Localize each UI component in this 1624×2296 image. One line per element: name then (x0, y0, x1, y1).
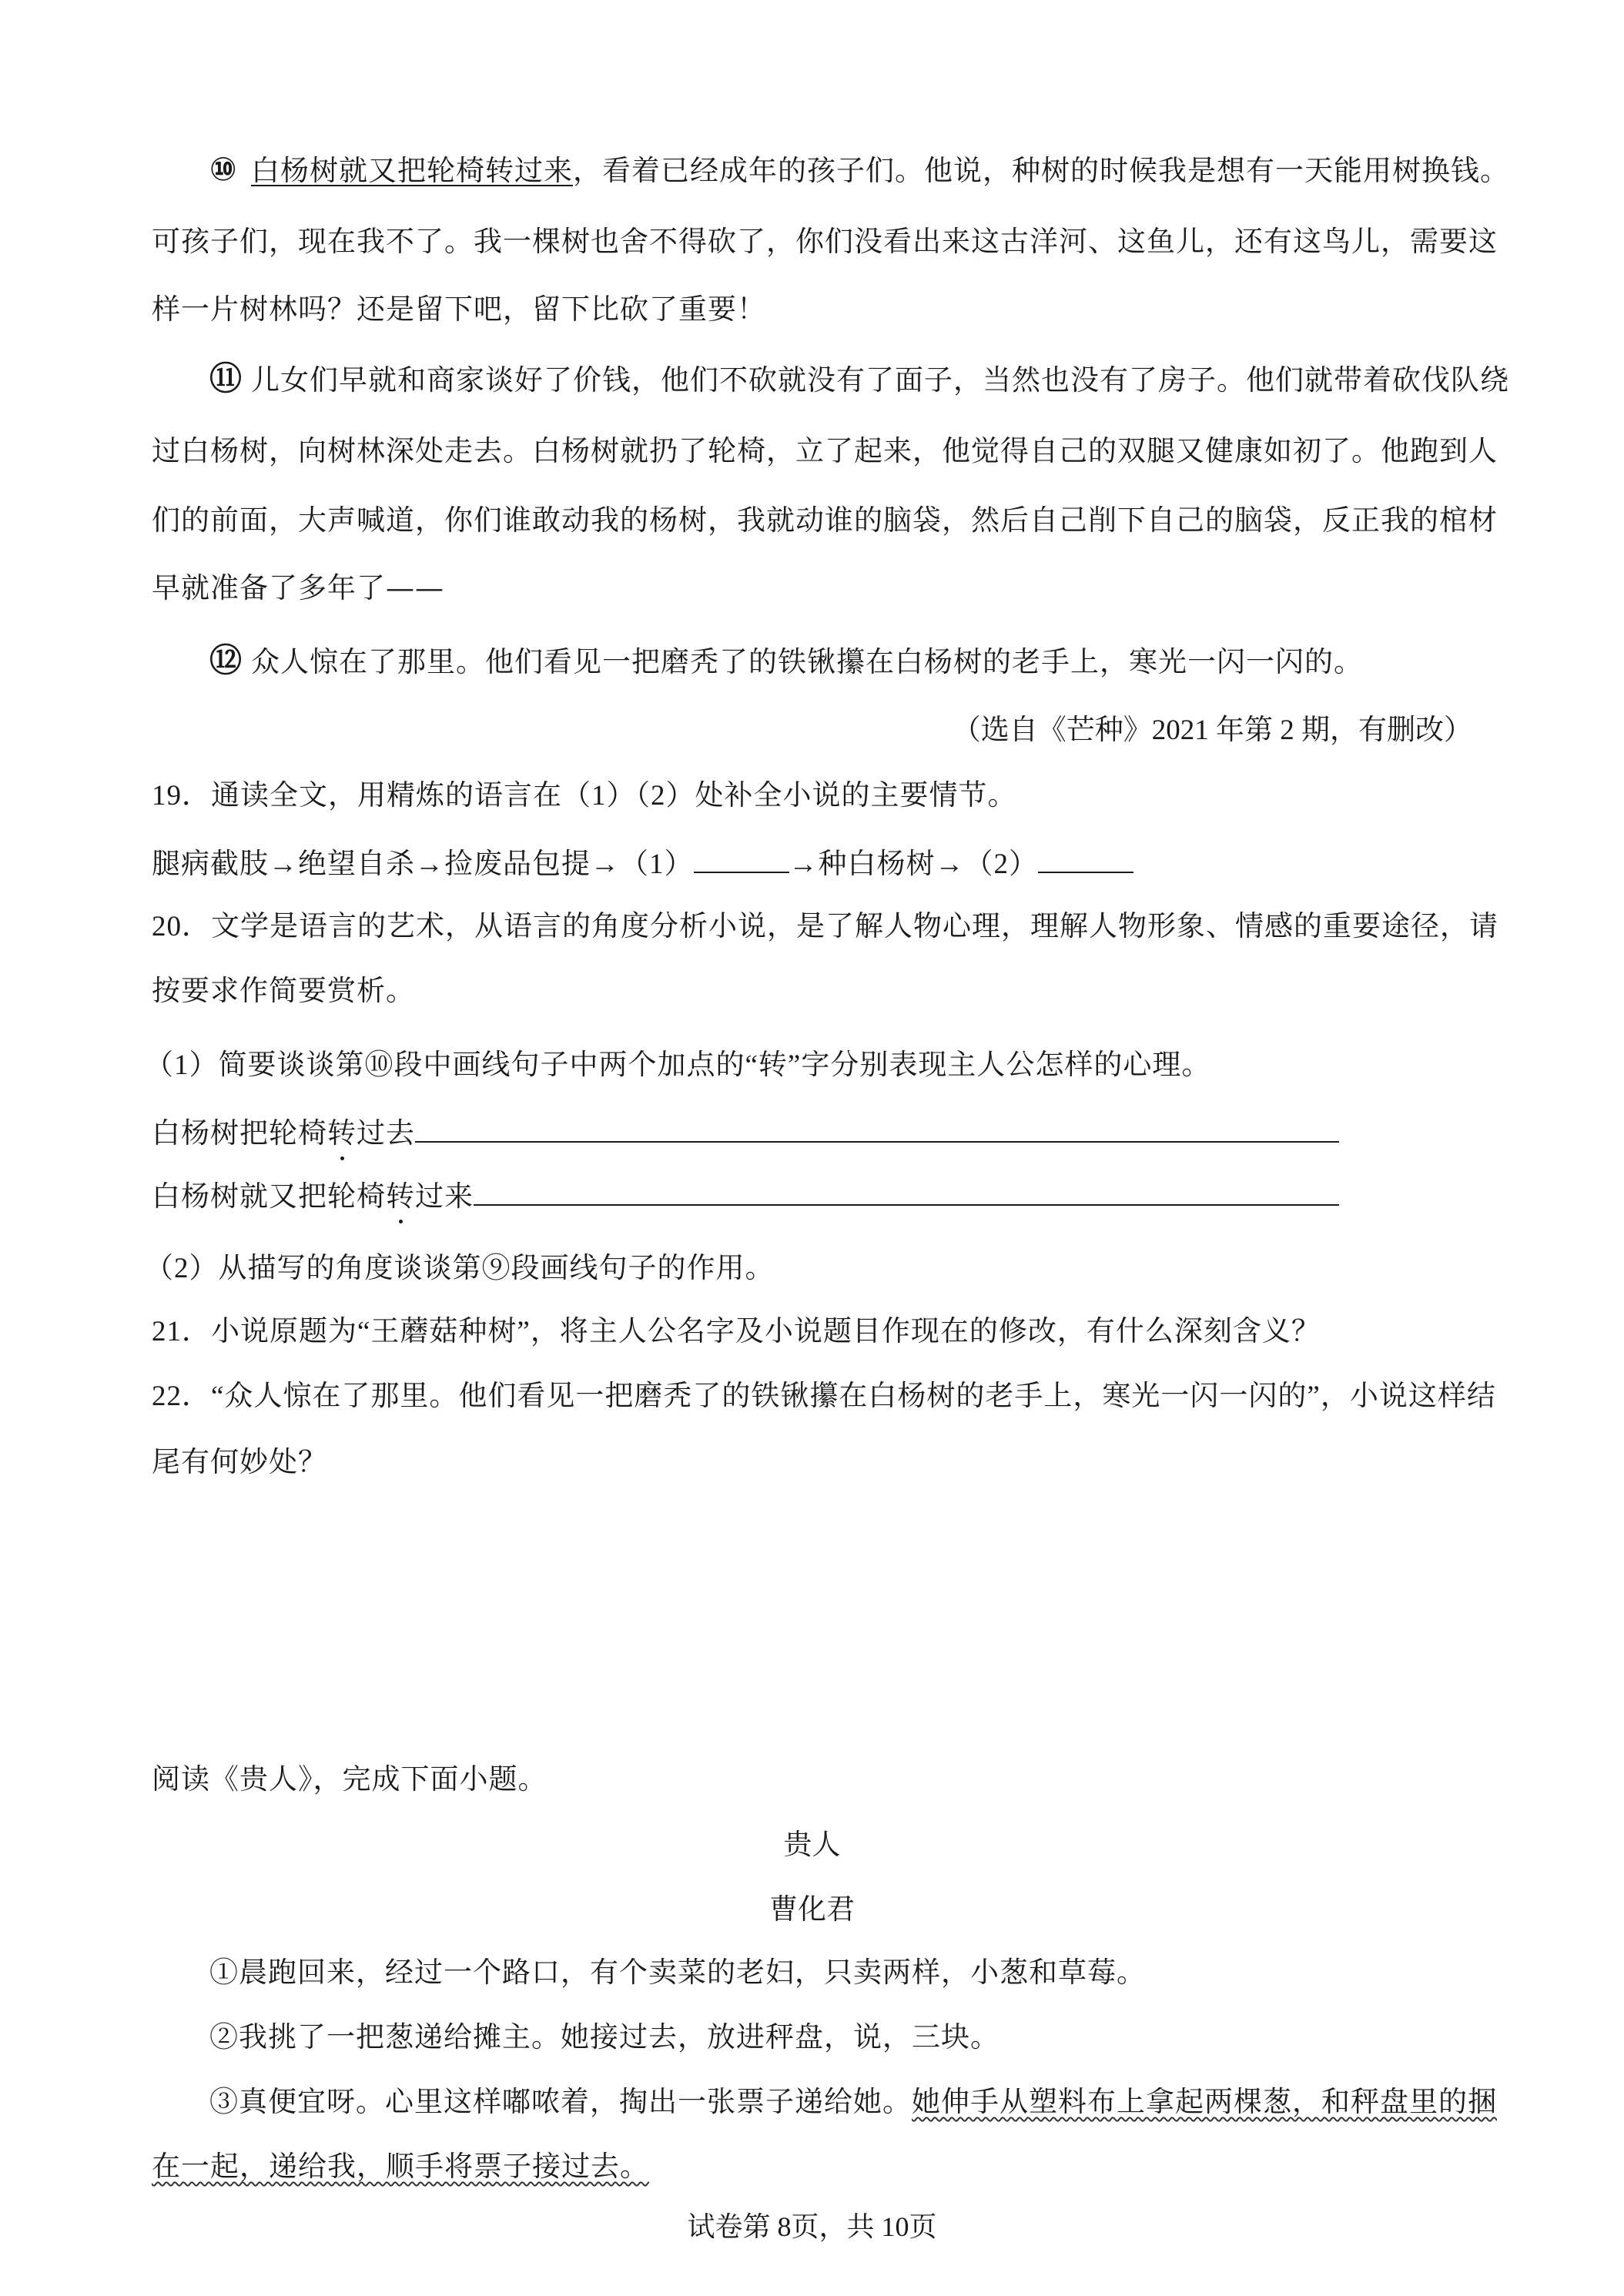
paragraph-number-12: ⑫ (209, 641, 243, 679)
paragraph-11-line-4: 早就准备了多年了—— (152, 571, 444, 604)
question-22-line-1: 22．“众人惊在了那里。他们看见一把磨秃了的铁锹攥在白杨树的老手上，寒光一闪一闪的”，小说这样结 (152, 1381, 1496, 1412)
answer-line-turn-back (152, 1178, 1339, 1216)
answer-blank-2[interactable] (1038, 845, 1133, 873)
paragraph-10-line-1 (209, 151, 1509, 189)
passage-2-paragraph-3-line-1 (209, 2083, 1497, 2120)
paragraph-3-plain: ③真便宜呀。心里这样嘟哝着，掏出一张票子递给她。 (209, 2085, 912, 2118)
paragraph-10-line-3: 样一片树林吗？还是留下吧，留下比砍了重要！ (152, 293, 766, 326)
answer-line-turn-away (152, 1115, 1339, 1153)
page-footer: 试卷第 8页，共 10页 (687, 2211, 937, 2242)
dotted-character-zhuan: 转 (327, 1116, 357, 1153)
question-22-line-2: 尾有何妙处？ (152, 1447, 327, 1478)
paragraph-11-line-1 (209, 360, 1509, 399)
question-21: 21．小说原题为“王蘑菇种树”，将主人公名字及小说题目作现在的修改，有什么深刻含义？ (152, 1316, 1321, 1347)
sentence-suffix: 过来 (415, 1181, 474, 1213)
paragraph-10-line-2: 可孩子们，现在我不了。我一棵树也舍不得砍了，你们没看出来这古洋河、这鱼儿，还有这鸟儿，需要这 (152, 225, 1498, 258)
passage-2-paragraph-2: ②我挑了一把葱递给摊主。她接过去，放进秤盘，说，三块。 (209, 2020, 1000, 2053)
paragraph-number-11: ⑪ (209, 360, 243, 397)
passage-2-paragraph-3-line-2 (152, 2148, 649, 2185)
question-19: 19．通读全文，用精炼的语言在（1）（2）处补全小说的主要情节。 (152, 780, 1017, 812)
answer-blank-turn-away[interactable] (415, 1115, 1339, 1143)
paragraph-number-10: ⑩ (209, 150, 238, 188)
answer-blank-turn-back[interactable] (474, 1178, 1339, 1206)
wavy-underlined-sentence: 她伸手从塑料布上拿起两棵葱，和秤盘里的捆 (912, 2085, 1497, 2118)
passage-2-paragraph-1: ①晨跑回来，经过一个路口，有个卖菜的老妇，只卖两样，小葱和草莓。 (209, 1956, 1146, 1989)
paragraph-12-line-1 (209, 642, 1363, 681)
question-20-part-2: （2）从描写的角度谈谈第⑨段画线句子的作用。 (145, 1253, 775, 1284)
sentence-prefix: 白杨树把轮椅 (152, 1118, 327, 1150)
passage-2-author: 曹化君 (769, 1893, 855, 1926)
plot-chain-part-b: →种白杨树→（2） (789, 848, 1038, 880)
paragraph-11-text: 儿女们早就和商家谈好了价钱，他们不砍就没有了面子，当然也没有了房子。他们就带着砍伐队绕 (251, 363, 1509, 397)
paragraph-10-text: ，看着已经成年的孩子们。他说，种树的时候我是想有一天能用树换钱。 (573, 154, 1509, 187)
passage-2-intro: 阅读《贵人》，完成下面小题。 (152, 1764, 547, 1796)
question-20-part-1: （1）简要谈谈第⑩段中画线句子中两个加点的“转”字分别表现主人公怎样的心理。 (145, 1049, 1211, 1081)
plot-chain-part-a: 腿病截肢→绝望自杀→捡废品包提→（1） (152, 848, 694, 880)
paragraph-11-line-3: 们的前面，大声喊道，你们谁敢动我的杨树，我就动谁的脑袋，然后自己削下自己的脑袋，反正我的棺材 (152, 504, 1498, 537)
paragraph-11-line-2: 过白杨树，向树林深处走去。白杨树就扔了轮椅，立了起来，他觉得自己的双腿又健康如初了。他跑到人 (152, 434, 1498, 467)
dotted-character-zhuan: 转 (386, 1179, 415, 1216)
sentence-prefix: 白杨树就又把轮椅 (152, 1181, 386, 1213)
passage-2-title: 贵人 (783, 1828, 841, 1861)
wavy-underlined-sentence-cont: 在一起，递给我，顺手将票子接过去。 (152, 2150, 649, 2183)
question-20-line-1: 20．文学是语言的艺术，从语言的角度分析小说，是了解人物心理，理解人物形象、情感的重要途径，请 (152, 911, 1498, 942)
question-19-chain (152, 845, 1133, 883)
underlined-sentence-p10: 白杨树就又把轮椅转过来 (251, 154, 573, 187)
sentence-suffix: 过去 (357, 1118, 415, 1150)
question-20-line-2: 按要求作简要赏析。 (152, 976, 415, 1007)
source-citation: （选自《芒种》2021 年第 2 期，有删改） (952, 715, 1472, 746)
answer-blank-1[interactable] (694, 845, 789, 873)
paragraph-12-text: 众人惊在了那里。他们看见一把磨秃了的铁锹攥在白杨树的老手上，寒光一闪一闪的。 (251, 645, 1363, 678)
